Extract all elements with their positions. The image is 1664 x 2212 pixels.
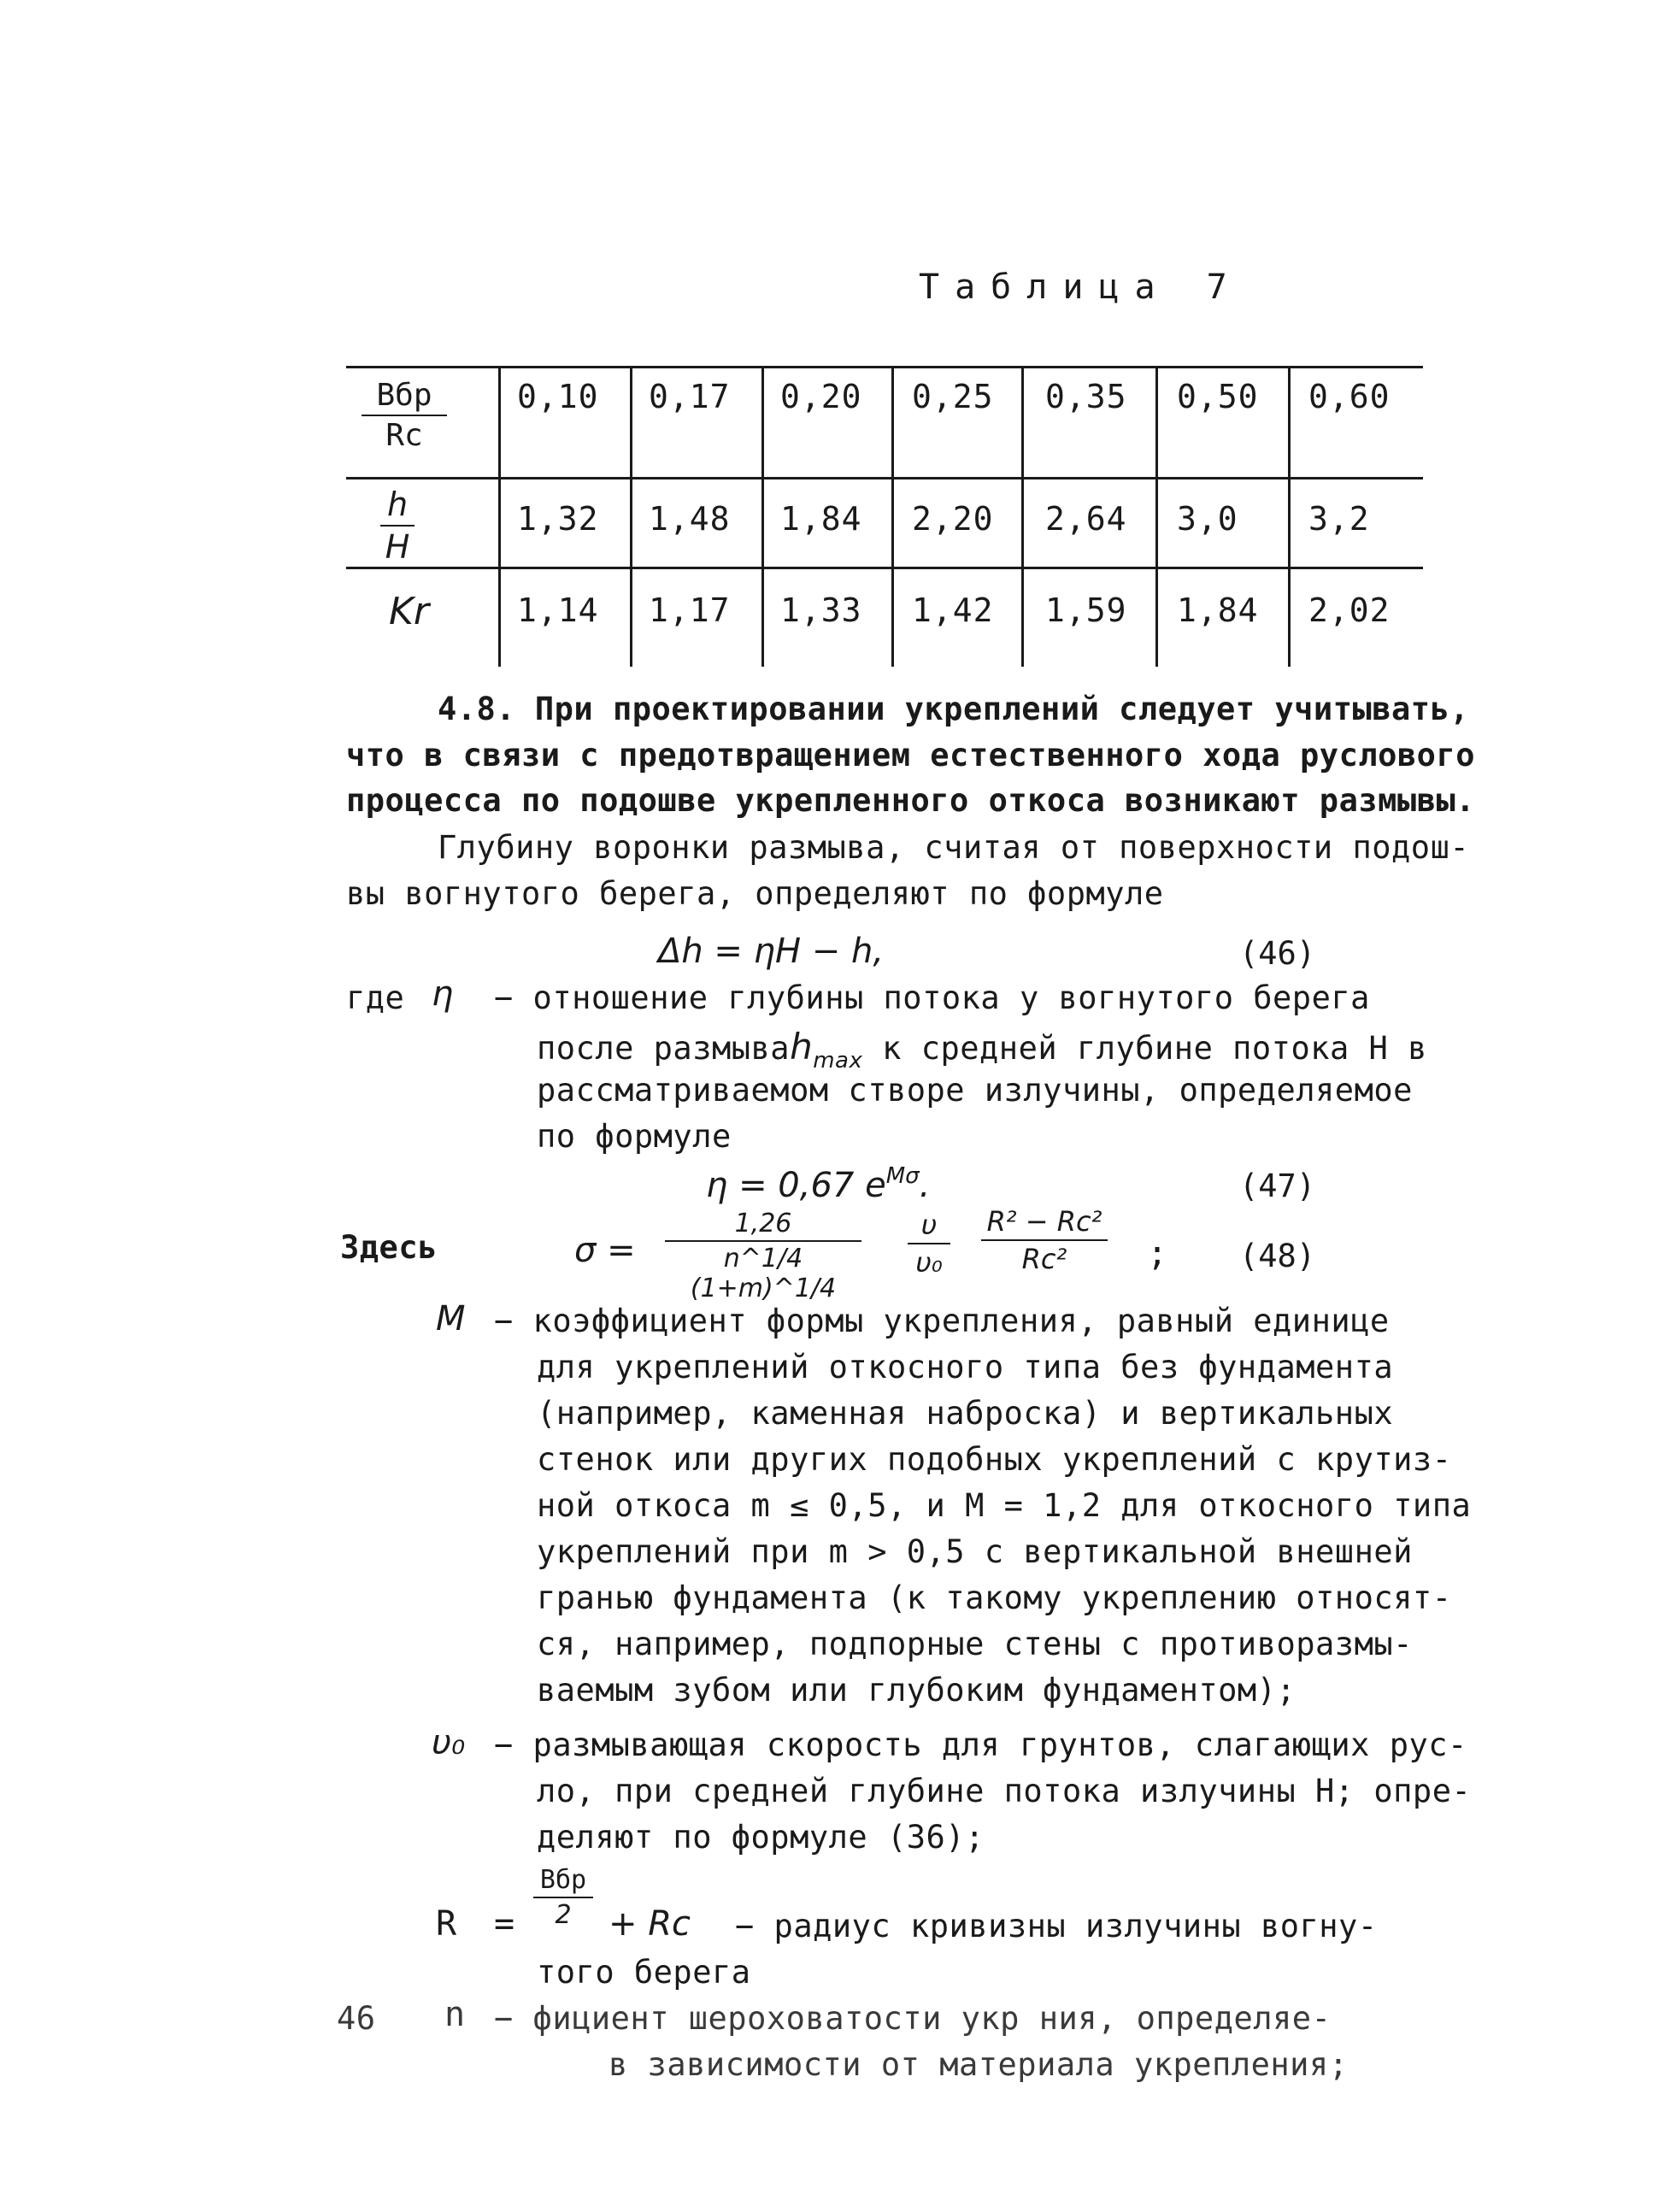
where-label: где: [346, 980, 405, 1016]
here-label: Здесь: [340, 1229, 438, 1266]
equation-48-fraction-3: R² − Rc² Rc²: [981, 1205, 1108, 1275]
table-cell: 0,50: [1177, 378, 1259, 415]
definition-line: − фициент шероховатости укр ния, определяе-: [494, 2000, 1332, 2037]
equation-number: (48): [1239, 1238, 1316, 1274]
definition-line: ло, при средней глубине потока излучины H; опре-: [537, 1773, 1472, 1809]
table-col-divider: [1021, 366, 1024, 667]
table-cell: 1,33: [780, 591, 862, 629]
table-col-divider: [761, 366, 764, 667]
table-cell: 0,10: [517, 378, 599, 415]
definition-line: − радиус кривизны излучины вогну-: [735, 1908, 1378, 1944]
table-cell: 1,17: [649, 591, 731, 629]
table-cell: 2,02: [1308, 591, 1391, 629]
paragraph-line: Глубину воронки размыва, считая от поверхности подош-: [438, 829, 1470, 866]
table-cell: 0,25: [912, 378, 994, 415]
definition-line: ся, например, подпорные стены с противоразмы-: [537, 1626, 1413, 1662]
table-caption: Таблица 7: [919, 268, 1243, 307]
table-cell: 3,2: [1308, 500, 1370, 538]
definition-line: ной откоса m ≤ 0,5, и M = 1,2 для откосного типа: [537, 1487, 1472, 1524]
definition-line: по формуле: [537, 1118, 732, 1155]
table-cell: 1,14: [517, 591, 599, 629]
definition-line: деляют по формуле (36);: [537, 1819, 985, 1856]
page-number: 46: [337, 2000, 376, 2037]
v0-symbol: υ₀: [432, 1723, 466, 1762]
paragraph-line: 4.8. При проектировании укреплений следует учитывать,: [438, 691, 1470, 727]
table-cell: 1,59: [1045, 591, 1127, 629]
row-header-kr: Kr: [389, 590, 429, 633]
table-cell: 2,64: [1045, 500, 1127, 538]
table-cell: 1,48: [649, 500, 731, 538]
table-cell: 0,60: [1308, 378, 1391, 415]
table-col-divider: [1288, 366, 1291, 667]
definition-line: ваемым зубом или глубоким фундаментом);: [537, 1672, 1297, 1709]
equation-number: (46): [1239, 935, 1316, 972]
equation-48-lhs: σ =: [574, 1231, 636, 1270]
table-top-rule: [346, 366, 1423, 368]
table-cell: 1,32: [517, 500, 599, 538]
r-equals: =: [494, 1904, 515, 1944]
definition-line: после размываh$_{max}$ к средней глубине потока H в: [537, 1026, 1427, 1074]
table-col-divider: [891, 366, 894, 667]
table-cell: 3,0: [1177, 500, 1238, 538]
equation-48-fraction-1: 1,26 n^1/4 (1+m)^1/4: [665, 1209, 861, 1303]
table-col-divider: [1155, 366, 1158, 667]
definition-line: для укреплений откосного типа без фундамента: [537, 1349, 1394, 1385]
table-cell: 0,20: [780, 378, 862, 415]
definition-line: − размывающая скорость для грунтов, слагающих рус-: [494, 1727, 1467, 1763]
definition-line: рассматриваемом створе излучины, определяемое: [537, 1072, 1413, 1109]
paragraph-line: процесса по подошве укрепленного откоса возникают размывы.: [346, 782, 1476, 819]
table-cell: 0,35: [1045, 378, 1127, 415]
table-cell: 1,84: [1177, 591, 1259, 629]
table-rule-1: [346, 477, 1423, 479]
table-col-divider: [630, 366, 632, 667]
equation-number: (47): [1239, 1168, 1316, 1204]
definition-line: в зависимости от материала укрепления;: [609, 2046, 1349, 2083]
paragraph-line: вы вогнутого берега, определяют по формуле: [346, 875, 1164, 912]
table-cell: 0,17: [649, 378, 731, 415]
table-col-divider: [498, 366, 501, 667]
equation-48-fraction-2: υ υ₀: [908, 1209, 950, 1279]
m-symbol: M: [436, 1299, 466, 1338]
table-cell: 2,20: [912, 500, 994, 538]
row-header-b-over-rc: Вбр Rc: [362, 378, 447, 453]
definition-line: − отношение глубины потока у вогнутого берега: [494, 980, 1370, 1016]
row-header-h-over-h: h H: [380, 485, 415, 566]
paragraph-line: что в связи с предотвращением естественного хода руслового: [346, 737, 1476, 774]
r-fraction: Вбр 2: [533, 1865, 593, 1930]
table-cell: 1,84: [780, 500, 862, 538]
definition-line: стенок или других подобных укреплений с крутиз-: [537, 1441, 1452, 1478]
eta-symbol: η: [432, 974, 454, 1014]
definition-line: укреплений при m > 0,5 с вертикальной внешней: [537, 1533, 1413, 1570]
definition-line: − коэффициент формы укрепления, равный единице: [494, 1303, 1390, 1339]
n-symbol: n: [444, 1995, 466, 2034]
r-symbol: R: [436, 1904, 457, 1944]
r-plus-rc: + Rc: [609, 1904, 691, 1944]
equation-48-semicolon: ;: [1147, 1234, 1168, 1274]
table-cell: 1,42: [912, 591, 994, 629]
table-rule-2: [346, 567, 1423, 569]
equation-47: η = 0,67 $e^{M\sigma}$.: [706, 1163, 931, 1205]
definition-line: (например, каменная наброска) и вертикальных: [537, 1395, 1394, 1432]
definition-line: гранью фундамента (к такому укреплению относят-: [537, 1580, 1452, 1616]
data-table: [346, 366, 1423, 667]
definition-line: того берега: [537, 1954, 751, 1991]
equation-46: Δh = ηH − h,: [658, 932, 885, 971]
